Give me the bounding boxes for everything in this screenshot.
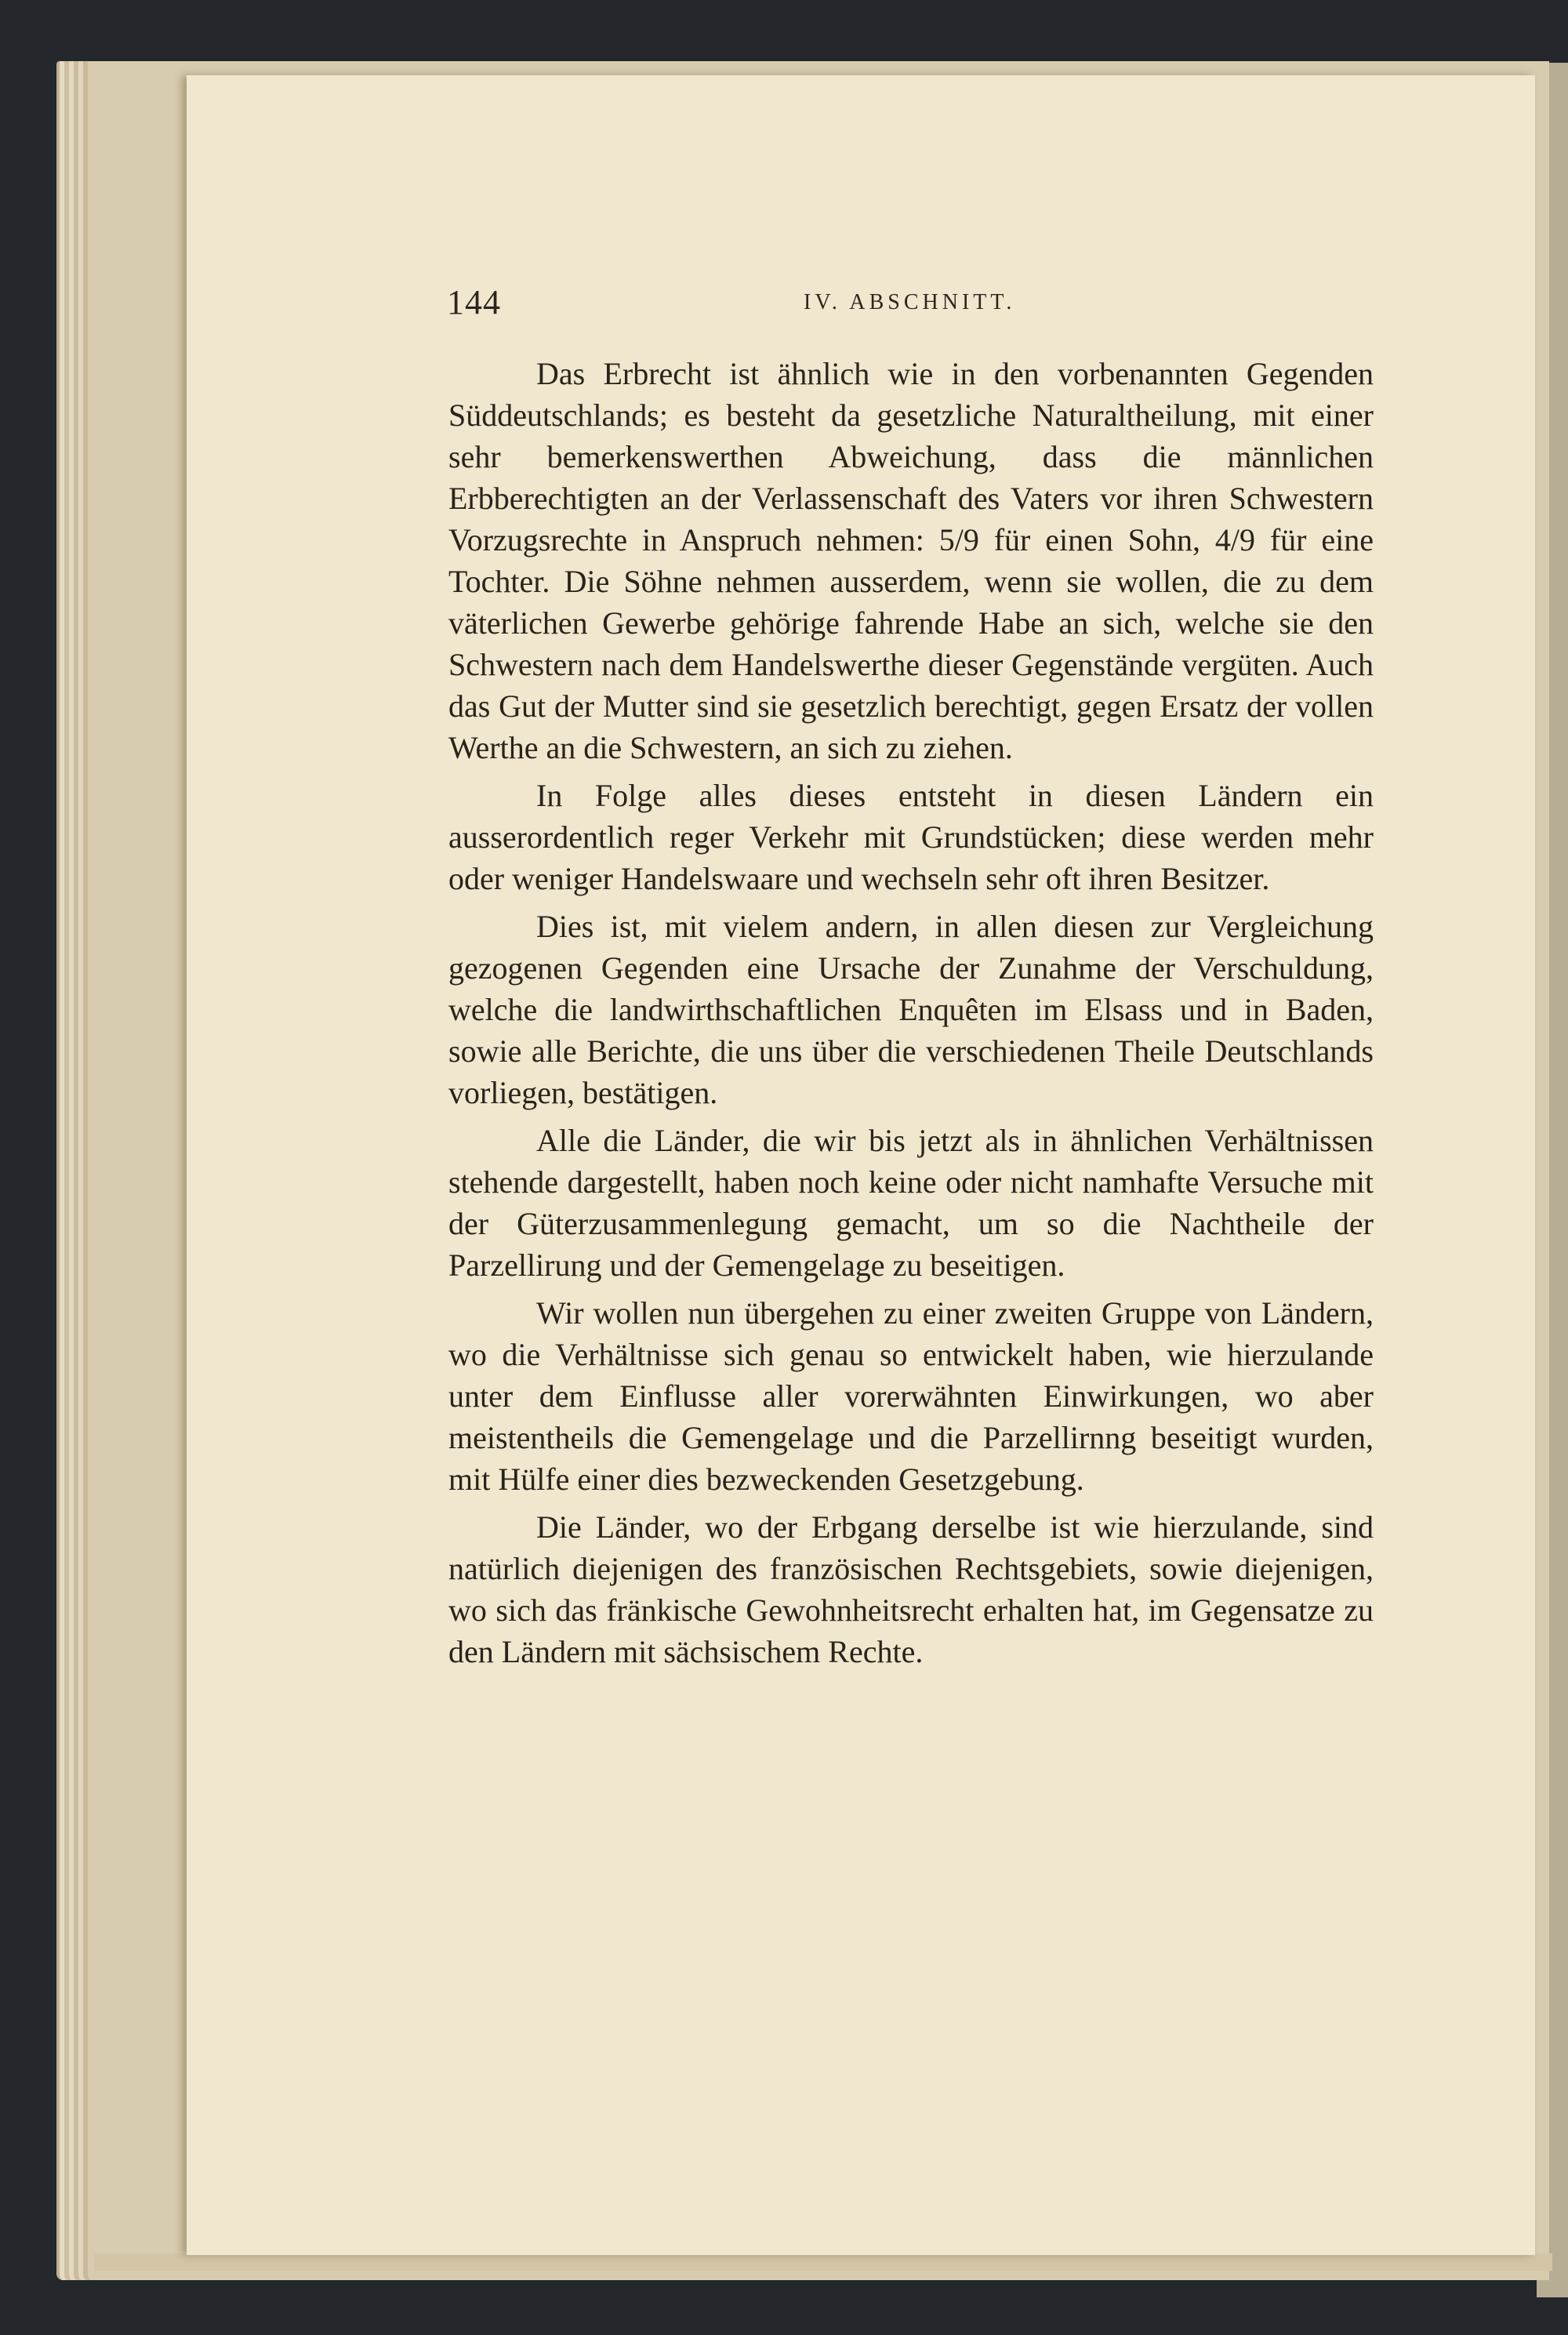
paragraph-erbrecht: Das Erbrecht ist ähnlich wie in den vorbenannten Gegenden Süddeutschlands; es besteht da gesetzliche Naturaltheilung, mit einer sehr bemerkenswerthen Abweichung, dass die männlichen Erbberechtigten an der Verlassenschaft des Vaters vor ihren Schwestern Vorzugsrechte in Anspruch nehmen: 5/9 für einen Sohn, 4/9 für eine Tochter. Die Söhne nehmen ausserdem, wenn sie wollen, die zu dem väterlichen Gewerbe gehörige fahrende Habe an sich, welche sie den Schwestern nach dem Handelswerthe dieser Gegenstände vergüten. Auch das Gut der Mutter sind sie gesetzlich berechtigt, gegen Ersatz der vollen Werthe an die Schwestern, an sich zu ziehen. bbox=[448, 356, 1374, 765]
body-text bbox=[448, 353, 1374, 1679]
paragraph-verschuldung: Dies ist, mit vielem andern, in allen diesen zur Vergleichung gezogenen Gegenden eine Ursache der Zunahme der Verschuldung, welche die landwirthschaftlichen Enquêten im Elsass und in Baden, sowie alle Berichte, die uns über die verschiedenen Theile Deutschlands vorliegen, bestätigen. bbox=[448, 909, 1374, 1110]
running-head bbox=[447, 282, 1372, 329]
page-bottom-edge bbox=[94, 2253, 1552, 2271]
paragraph-verkehr: In Folge alles dieses entsteht in diesen Ländern ein ausserordentlich reger Verkehr mit Grundstücken; diese werden mehr oder weniger Handelswaare und wechseln sehr oft ihren Besitzer. bbox=[448, 778, 1374, 896]
paragraph-gueterzusammenlegung: Alle die Länder, die wir bis jetzt als in ähnlichen Verhältnissen stehende dargestellt, haben noch keine oder nicht namhafte Versuche mit der Güterzusammenlegung gemacht, um so die Nachtheile der Parzellirung und der Gemengelage zu beseitigen. bbox=[448, 1123, 1374, 1283]
paragraph-erbgang: Die Länder, wo der Erbgang derselbe ist wie hierzulande, sind natürlich diejenigen des französischen Rechtsgebiets, sowie diejenigen, wo sich das fränkische Gewohnheitsrecht erhalten hat, im Gegensatze zu den Ländern mit sächsischem Rechte. bbox=[448, 1509, 1374, 1669]
page-number: 144 bbox=[447, 283, 501, 321]
section-title: IV. ABSCHNITT. bbox=[804, 290, 1016, 314]
paragraph-zweite-gruppe: Wir wollen nun übergehen zu einer zweiten Gruppe von Ländern, wo die Verhältnisse sich genau so entwickelt haben, wie hierzulande unter dem Einflusse aller vorerwähnten Einwirkungen, wo aber meistentheils die Gemengelage und die Parzellirnng beseitigt wurden, mit Hülfe einer dies bezweckenden Gesetzgebung. bbox=[448, 1295, 1374, 1497]
